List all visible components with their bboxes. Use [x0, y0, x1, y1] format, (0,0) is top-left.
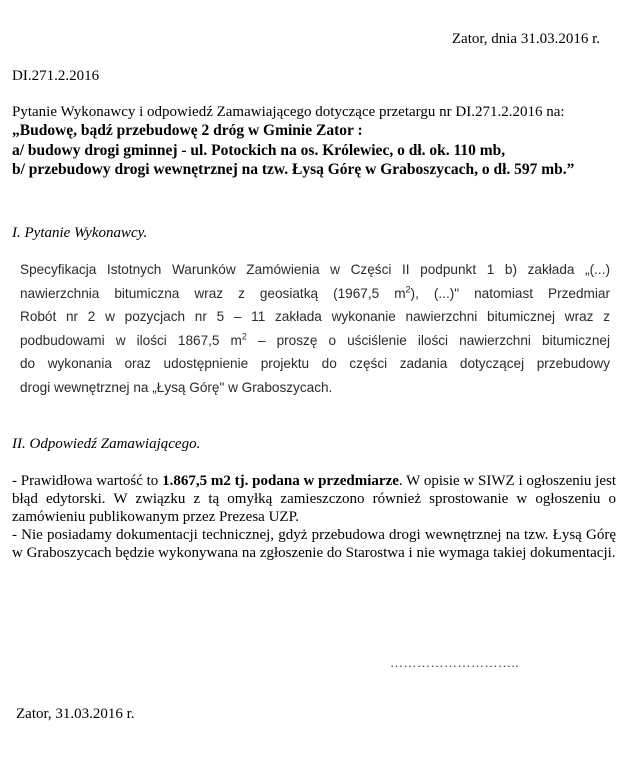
answer-highlight: 1.867,5 m2 tj. podana w przedmiarze	[162, 473, 399, 489]
document-date: Zator, dnia 31.03.2016 r.	[451, 31, 600, 47]
answer-heading: II. Odpowiedź Zamawiającego.	[12, 436, 201, 452]
superscript: 2	[405, 283, 411, 294]
question-line: Specyfikacja Istotnych Warunków Zamówienia w Części II podpunkt 1 b) zakłada „(...)	[20, 262, 610, 277]
tender-title	[12, 121, 622, 180]
question-scan-image	[20, 258, 610, 399]
question-line: Robót nr 2 w pozycjach nr 5 – 11 zakłada wykonanie nawierzchni bitumicznej wraz z	[20, 309, 610, 324]
tender-title-line: b/ przebudowy drogi wewnętrznej na tzw. Łysą Górę w Graboszycach, o dł. 597 mb.”	[12, 161, 575, 178]
question-line: nawierzchnia bitumiczna wraz z geosiatką (1967,5 $m^2$), (...)" natomiast Przedmiar	[20, 283, 610, 301]
tender-title-line: a/ budowy drogi gminnej - ul. Potockich na os. Królewiec, o dł. ok. 110 mb,	[12, 141, 506, 159]
intro-text: Pytanie Wykonawcy i odpowiedź Zamawiającego dotyczące przetargu nr DI.271.2.2016 na:	[12, 104, 565, 120]
question-heading: I. Pytanie Wykonawcy.	[12, 225, 148, 241]
question-line: drogi wewnętrznej na „Łysą Górę" w Graboszycach.	[20, 379, 333, 395]
superscript: 2	[241, 330, 247, 341]
question-line: do wykonania oraz udostępnienie projektu do części zadania dotyczącej przebudowy	[20, 356, 610, 371]
answer-paragraph: - Prawidłowa wartość to 1.867,5 m2 tj. podana w przedmiarze. W opisie w SIWZ i ogłoszeniu jest błąd edytorski. W związku z tą omyłką zamieszczono również sprostowanie w ogłoszeniu o zamówieniu publikowanym przez Prezesa UZP.	[12, 473, 617, 525]
answer-paragraph: - Nie posiadamy dokumentacji technicznej, gdyż przebudowa drogi wewnętrznej na tzw. Łysą Górę w Graboszycach będzie wykonywana na zgłoszenie do Starostwa i nie wymaga takiej dokumentacji.	[12, 527, 616, 561]
question-line: podbudowami w ilości 1867,5 $m^2$ – proszę o uściślenie ilości nawierzchni bitumicznej	[20, 330, 610, 348]
reference-number: DI.271.2.2016	[12, 68, 100, 84]
signature-line: ………………………..	[390, 655, 519, 670]
tender-title-line: „Budowę, bądź przebudowę 2 dróg w Gminie Zator :	[12, 122, 363, 139]
footer-date: Zator, 31.03.2016 r.	[16, 706, 135, 722]
answer-body	[12, 472, 616, 562]
